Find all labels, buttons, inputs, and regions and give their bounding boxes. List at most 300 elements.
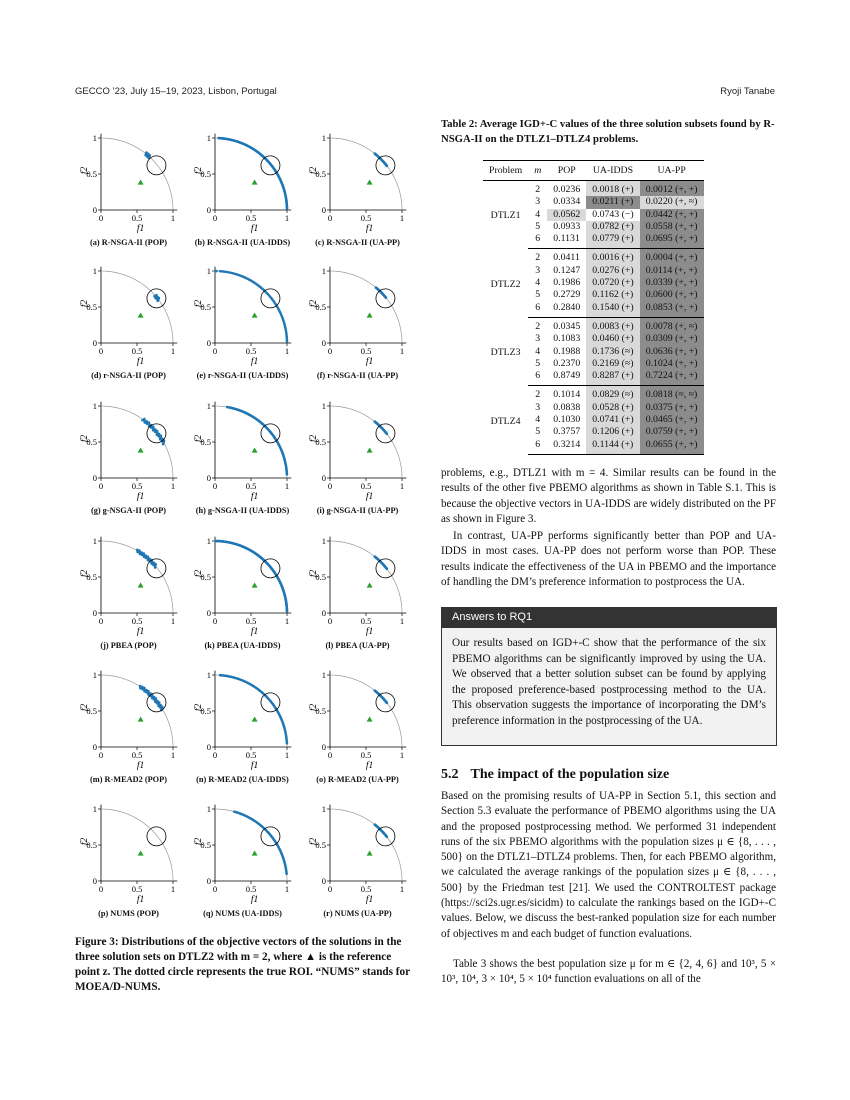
x-axis-label: f1 (250, 627, 259, 637)
ua-idds-cell: 0.1540 (+) (586, 302, 639, 318)
x-axis-label: f1 (365, 627, 374, 637)
ua-pp-cell: 0.7224 (+, +) (640, 370, 704, 386)
subfigure-caption: (h) g-NSGA-II (UA-IDDS) (195, 506, 290, 515)
scatter-plot (304, 396, 414, 502)
x-tick-label: 1 (170, 346, 176, 356)
y-axis-label: f2 (309, 837, 319, 846)
objective-vector-point (217, 137, 220, 140)
y-tick-label: 0 (321, 338, 326, 348)
m-cell: 4 (535, 277, 541, 289)
y-tick-label: 0 (92, 205, 97, 215)
x-tick-label: 0 (212, 616, 218, 626)
header-pop: POP (547, 161, 586, 181)
y-tick-label: 0 (206, 338, 211, 348)
scatter-plot (189, 799, 299, 905)
pareto-front (330, 138, 402, 210)
x-tick-label: 1 (170, 481, 176, 491)
answer-box-body: Our results based on IGD+-C show that the performance of the six PBEMO algorithms can be significantly improved by using the UA. We observed that a better solution subset can be found by applying the proposed preference-based postprocessing method to the UA. This observation suggests the importance of incorporating the DM’s preference information in the postprocessing of the UA. (452, 637, 766, 727)
figure-3-grid (75, 128, 415, 918)
y-tick-label: 1 (321, 804, 326, 814)
y-tick-label: 0.5 (200, 169, 211, 179)
ua-idds-cell: 0.0829 (≈) (586, 386, 639, 402)
objective-vector-point (233, 810, 236, 813)
objective-vector-point (226, 406, 229, 409)
x-tick-label: 0 (327, 616, 333, 626)
x-tick-label: 0 (212, 213, 218, 223)
reference-point-marker (138, 716, 144, 721)
scatter-plot (189, 531, 299, 637)
x-tick-label: 1 (284, 481, 290, 491)
objective-vector-point (214, 270, 217, 273)
y-tick-label: 0.5 (315, 169, 326, 179)
ua-pp-cell: 0.0339 (+, +) (640, 277, 704, 289)
pop-cell: 0.1988 (547, 346, 586, 358)
reference-point-marker (252, 447, 258, 452)
table-body (483, 181, 704, 455)
x-tick-label: 1 (170, 884, 176, 894)
x-axis-label: f1 (136, 224, 145, 234)
ua-idds-cell: 0.0720 (+) (586, 277, 639, 289)
m-cell: 4 (535, 345, 541, 357)
ua-pp-cell: 0.0695 (+, +) (640, 233, 704, 249)
axes-frame (101, 267, 177, 343)
y-tick-label: 0.5 (86, 706, 97, 716)
subfigure-caption: (r) NUMS (UA-PP) (323, 909, 392, 918)
objective-vector-point (373, 555, 376, 558)
table-header-row (483, 161, 704, 181)
objective-vector-point (214, 540, 217, 543)
y-tick-label: 0.5 (315, 706, 326, 716)
x-tick-label: 0 (327, 213, 333, 223)
y-tick-label: 0.5 (86, 169, 97, 179)
y-tick-label: 0.5 (200, 437, 211, 447)
subfigure-caption: (b) R-NSGA-II (UA-IDDS) (194, 238, 291, 247)
pop-cell: 0.0345 (547, 317, 586, 333)
ua-pp-cell: 0.0853 (+, +) (640, 302, 704, 318)
ua-idds-cell: 0.0741 (+) (586, 414, 639, 426)
pop-cell: 0.3214 (547, 439, 586, 455)
ua-pp-cell: 0.0012 (+, +) (640, 181, 704, 197)
x-axis-label: f1 (136, 895, 145, 905)
y-tick-label: 0.5 (200, 572, 211, 582)
objective-vector-point (145, 151, 148, 154)
x-tick-label: 1 (170, 750, 176, 760)
x-axis-label: f1 (250, 224, 259, 234)
scatter-plot (304, 261, 414, 367)
y-axis-label: f2 (80, 837, 90, 846)
objective-vector-point (373, 689, 376, 692)
reference-point-marker (252, 582, 258, 587)
ua-pp-cell: 0.0465 (+, +) (640, 414, 704, 426)
scatter-plot (189, 665, 299, 771)
reference-point-marker (252, 850, 258, 855)
y-tick-label: 1 (92, 670, 97, 680)
y-tick-label: 1 (321, 401, 326, 411)
ua-idds-cell: 0.1736 (≈) (586, 346, 639, 358)
pareto-front (101, 809, 173, 881)
x-tick-label: 0.5 (131, 213, 143, 223)
header-ua-pp: UA-PP (640, 161, 704, 181)
figure-caption: Figure 3: Distributions of the objective vectors of the solutions in the three solution sets on DTLZ2 with m = 2, where ▲ is the reference point z. The dotted circle represents the true ROI. “NUMS” stands for MOEA/D-NUMS. (75, 936, 410, 993)
x-tick-label: 0.5 (245, 616, 257, 626)
pop-cell: 0.0411 (547, 249, 586, 265)
subfigure-caption: (j) PBEA (POP) (100, 641, 157, 650)
x-tick-label: 0.5 (131, 481, 143, 491)
scatter-plot (189, 396, 299, 502)
ua-pp-cell: 0.0004 (+, +) (640, 249, 704, 265)
y-axis-label: f2 (309, 703, 319, 712)
pop-cell: 0.2370 (547, 358, 586, 370)
x-tick-label: 0 (212, 884, 218, 894)
x-tick-label: 1 (284, 213, 290, 223)
m-cell: 6 (528, 233, 547, 249)
y-tick-label: 0 (206, 742, 211, 752)
subfigure-caption: (c) R-NSGA-II (UA-PP) (315, 238, 400, 247)
roi-circle (147, 559, 166, 578)
pareto-front (101, 271, 173, 343)
scatter-plot (75, 531, 185, 637)
axes-frame (330, 402, 406, 478)
pop-cell: 0.1014 (547, 386, 586, 402)
x-tick-label: 0.5 (131, 884, 143, 894)
x-tick-label: 0 (327, 750, 333, 760)
y-tick-label: 0 (206, 473, 211, 483)
y-tick-label: 0.5 (86, 840, 97, 850)
objective-vector-point (219, 270, 222, 273)
scatter-plot (189, 128, 299, 234)
reference-point-marker (367, 447, 373, 452)
header-problem: Problem (483, 161, 528, 181)
y-axis-label: f2 (80, 703, 90, 712)
ua-idds-cell: 0.0779 (+) (586, 233, 639, 249)
subfigure-caption: (k) PBEA (UA-IDDS) (204, 641, 281, 650)
y-tick-label: 1 (206, 804, 211, 814)
x-tick-label: 0.5 (245, 750, 257, 760)
y-tick-label: 0.5 (86, 572, 97, 582)
problem-cell: DTLZ4 (490, 415, 521, 427)
pop-cell: 0.3757 (547, 426, 586, 438)
y-tick-label: 0.5 (315, 437, 326, 447)
scatter-plot (304, 665, 414, 771)
objective-vector-point (375, 286, 378, 289)
x-tick-label: 0.5 (360, 346, 372, 356)
m-cell: 5 (535, 357, 541, 369)
problem-cell: DTLZ2 (490, 278, 521, 290)
reference-point-marker (367, 716, 373, 721)
ua-idds-cell: 0.0016 (+) (586, 249, 639, 265)
axes-frame (215, 267, 291, 343)
x-tick-label: 0.5 (360, 213, 372, 223)
roi-circle (147, 156, 166, 175)
x-tick-label: 0 (212, 346, 218, 356)
pareto-front (330, 541, 402, 613)
objective-vector-point (373, 823, 376, 826)
subfigure-caption: (g) g-NSGA-II (POP) (90, 506, 167, 515)
x-axis-label: f1 (136, 492, 145, 502)
y-tick-label: 0.5 (315, 572, 326, 582)
y-tick-label: 1 (92, 266, 97, 276)
ua-idds-cell: 0.1162 (+) (586, 289, 639, 301)
pop-cell: 0.1247 (547, 265, 586, 277)
header-m: m (528, 161, 547, 181)
y-tick-label: 1 (92, 133, 97, 143)
ua-pp-cell: 0.0636 (+, +) (640, 346, 704, 358)
axes-frame (101, 537, 177, 613)
section-heading (441, 767, 669, 783)
pop-cell: 0.1030 (547, 414, 586, 426)
x-tick-label: 0.5 (131, 346, 143, 356)
pareto-front (101, 138, 173, 210)
y-tick-label: 1 (321, 536, 326, 546)
pareto-front (330, 675, 402, 747)
y-axis-label: f2 (309, 299, 319, 308)
x-tick-label: 0 (98, 213, 104, 223)
scatter-plot (304, 799, 414, 905)
y-axis-label: f2 (194, 703, 204, 712)
subfigure-caption: (m) R-MEAD2 (POP) (90, 775, 167, 784)
y-tick-label: 0 (92, 473, 97, 483)
m-cell: 6 (528, 302, 547, 318)
ua-pp-cell: 0.0818 (≈, ≈) (640, 386, 704, 402)
x-tick-label: 0 (98, 481, 104, 491)
m-cell: 5 (535, 220, 541, 232)
ua-idds-cell: 0.0211 (+) (586, 196, 639, 208)
axes-frame (215, 402, 291, 478)
scatter-plot (75, 261, 185, 367)
y-tick-label: 0 (206, 205, 211, 215)
reference-point-marker (138, 850, 144, 855)
ua-pp-cell: 0.0600 (+, +) (640, 289, 704, 301)
ua-idds-cell: 0.1144 (+) (586, 439, 639, 455)
axes-frame (330, 671, 406, 747)
ua-idds-cell: 0.1206 (+) (586, 426, 639, 438)
x-axis-label: f1 (250, 761, 259, 771)
y-tick-label: 1 (92, 536, 97, 546)
pareto-front (330, 406, 402, 478)
m-cell: 4 (535, 414, 541, 426)
axes-frame (215, 805, 291, 881)
pop-cell: 0.1083 (547, 333, 586, 345)
y-axis-label: f2 (80, 434, 90, 443)
m-cell: 6 (528, 370, 547, 386)
y-axis-label: f2 (194, 837, 204, 846)
y-axis-label: f2 (80, 569, 90, 578)
table-caption: Table 2: Average IGD+-C values of the three solution subsets found by R-NSGA-II on the DTLZ1–DTLZ4 problems. (441, 118, 775, 145)
m-cell: 5 (535, 426, 541, 438)
ua-idds-cell: 0.0276 (+) (586, 265, 639, 277)
axes-frame (101, 134, 177, 210)
body-paragraph-4: Table 3 shows the best population size μ for m ∈ {2, 4, 6} and 10³, 5 × 10³, 10⁴, 3 × 10⁴, 5 × 10⁴ function evaluations on all of the (441, 958, 776, 986)
y-axis-label: f2 (194, 434, 204, 443)
reference-point-marker (367, 179, 373, 184)
x-tick-label: 0.5 (245, 481, 257, 491)
m-cell: 2 (535, 389, 541, 401)
x-axis-label: f1 (250, 492, 259, 502)
pop-cell: 0.2840 (547, 302, 586, 318)
axes-frame (101, 805, 177, 881)
ua-pp-cell: 0.0759 (+, +) (640, 426, 704, 438)
x-tick-label: 0.5 (360, 750, 372, 760)
reference-point-marker (138, 312, 144, 317)
reference-point-marker (252, 312, 258, 317)
x-tick-label: 0.5 (360, 884, 372, 894)
x-axis-label: f1 (365, 492, 374, 502)
y-tick-label: 0 (321, 473, 326, 483)
x-axis-label: f1 (136, 761, 145, 771)
ua-pp-cell: 0.0655 (+, +) (640, 439, 704, 455)
y-tick-label: 0 (321, 876, 326, 886)
pop-cell: 0.1986 (547, 277, 586, 289)
x-tick-label: 1 (399, 346, 405, 356)
section-title: The impact of the population size (470, 767, 670, 782)
axes-frame (330, 537, 406, 613)
x-tick-label: 1 (284, 750, 290, 760)
pop-cell: 0.0562 (547, 209, 586, 221)
x-axis-label: f1 (365, 357, 374, 367)
ua-idds-cell: 0.8287 (+) (586, 370, 639, 386)
y-tick-label: 0 (92, 742, 97, 752)
x-tick-label: 0 (98, 750, 104, 760)
table-row (483, 317, 704, 333)
y-tick-label: 1 (321, 670, 326, 680)
y-axis-label: f2 (194, 299, 204, 308)
x-tick-label: 1 (170, 616, 176, 626)
x-axis-label: f1 (250, 895, 259, 905)
y-tick-label: 0 (92, 608, 97, 618)
table-row (483, 249, 704, 265)
m-cell: 2 (535, 252, 541, 264)
m-cell: 3 (535, 196, 541, 208)
pareto-front (101, 675, 173, 747)
x-tick-label: 1 (399, 884, 405, 894)
ua-idds-cell: 0.0018 (+) (586, 181, 639, 197)
x-tick-label: 0.5 (245, 346, 257, 356)
m-cell: 3 (535, 401, 541, 413)
answer-box-title: Answers to RQ1 (442, 608, 776, 628)
y-tick-label: 1 (206, 266, 211, 276)
pop-cell: 0.0933 (547, 221, 586, 233)
x-tick-label: 0.5 (131, 616, 143, 626)
objective-vector-point (141, 419, 144, 422)
running-header-right: Ryoji Tanabe (720, 86, 775, 97)
ua-pp-cell: 0.0220 (+, ≈) (640, 196, 704, 208)
x-axis-label: f1 (365, 224, 374, 234)
x-tick-label: 1 (399, 213, 405, 223)
pop-cell: 0.1131 (547, 233, 586, 249)
x-tick-label: 0.5 (245, 884, 257, 894)
x-tick-label: 0.5 (360, 481, 372, 491)
objective-vector-point (219, 674, 222, 677)
y-tick-label: 0.5 (200, 706, 211, 716)
problem-cell: DTLZ1 (490, 210, 521, 222)
x-tick-label: 0 (98, 884, 104, 894)
answer-box (441, 607, 777, 746)
ua-idds-cell: 0.2169 (≈) (586, 358, 639, 370)
table-row (483, 386, 704, 402)
m-cell: 3 (535, 333, 541, 345)
x-tick-label: 1 (399, 750, 405, 760)
y-tick-label: 1 (206, 133, 211, 143)
subfigure-caption: (e) r-NSGA-II (UA-IDDS) (196, 371, 289, 380)
x-tick-label: 0.5 (245, 213, 257, 223)
axes-frame (215, 671, 291, 747)
results-table (483, 160, 704, 455)
m-cell: 5 (535, 289, 541, 301)
y-tick-label: 0.5 (86, 302, 97, 312)
table-row (483, 181, 704, 197)
scatter-plot (75, 128, 185, 234)
scatter-plot (75, 396, 185, 502)
y-tick-label: 0.5 (200, 302, 211, 312)
pareto-front (330, 271, 402, 343)
y-tick-label: 0.5 (315, 302, 326, 312)
reference-point-marker (367, 582, 373, 587)
objective-vector-point (153, 295, 156, 298)
ua-idds-cell: 0.0743 (−) (586, 209, 639, 221)
scatter-plot (189, 261, 299, 367)
y-tick-label: 0 (206, 876, 211, 886)
x-tick-label: 1 (399, 481, 405, 491)
x-tick-label: 1 (284, 346, 290, 356)
subfigure-caption: (o) R-MEAD2 (UA-PP) (316, 775, 399, 784)
y-axis-label: f2 (309, 434, 319, 443)
x-tick-label: 0.5 (131, 750, 143, 760)
ua-pp-cell: 0.0114 (+, +) (640, 265, 704, 277)
ua-pp-cell: 0.0558 (+, +) (640, 221, 704, 233)
y-tick-label: 0 (321, 742, 326, 752)
ua-idds-cell: 0.0528 (+) (586, 402, 639, 414)
y-tick-label: 0 (321, 608, 326, 618)
y-tick-label: 1 (321, 266, 326, 276)
scatter-plot (75, 799, 185, 905)
x-axis-label: f1 (365, 761, 374, 771)
ua-pp-cell: 0.0442 (+, +) (640, 209, 704, 221)
y-tick-label: 1 (206, 536, 211, 546)
y-tick-label: 1 (206, 401, 211, 411)
running-header-left: GECCO ’23, July 15–19, 2023, Lisbon, Portugal (75, 86, 277, 97)
roi-circle (147, 827, 166, 846)
axes-frame (330, 805, 406, 881)
subfigure-caption: (p) NUMS (POP) (98, 909, 159, 918)
ua-pp-cell: 0.0309 (+, +) (640, 333, 704, 345)
axes-frame (101, 402, 177, 478)
ua-idds-cell: 0.0460 (+) (586, 333, 639, 345)
axes-frame (330, 267, 406, 343)
scatter-plot (304, 531, 414, 637)
subfigure-caption: (l) PBEA (UA-PP) (325, 641, 390, 650)
y-tick-label: 1 (321, 133, 326, 143)
x-tick-label: 1 (284, 884, 290, 894)
subfigure-caption: (d) r-NSGA-II (POP) (91, 371, 166, 380)
x-axis-label: f1 (365, 895, 374, 905)
pop-cell: 0.0838 (547, 402, 586, 414)
reference-point-marker (252, 716, 258, 721)
subfigure-caption: (f) r-NSGA-II (UA-PP) (316, 371, 399, 380)
x-axis-label: f1 (136, 357, 145, 367)
ua-idds-cell: 0.0083 (+) (586, 317, 639, 333)
x-tick-label: 0 (98, 616, 104, 626)
ua-pp-cell: 0.0375 (+, +) (640, 402, 704, 414)
axes-frame (215, 134, 291, 210)
x-axis-label: f1 (136, 627, 145, 637)
y-axis-label: f2 (194, 569, 204, 578)
objective-vector-point (139, 685, 142, 688)
scatter-plot (75, 665, 185, 771)
ua-pp-cell: 0.1024 (+, +) (640, 358, 704, 370)
subfigure-caption: (q) NUMS (UA-IDDS) (203, 909, 282, 918)
section-number: 5.2 (441, 767, 459, 782)
m-cell: 6 (528, 439, 547, 455)
